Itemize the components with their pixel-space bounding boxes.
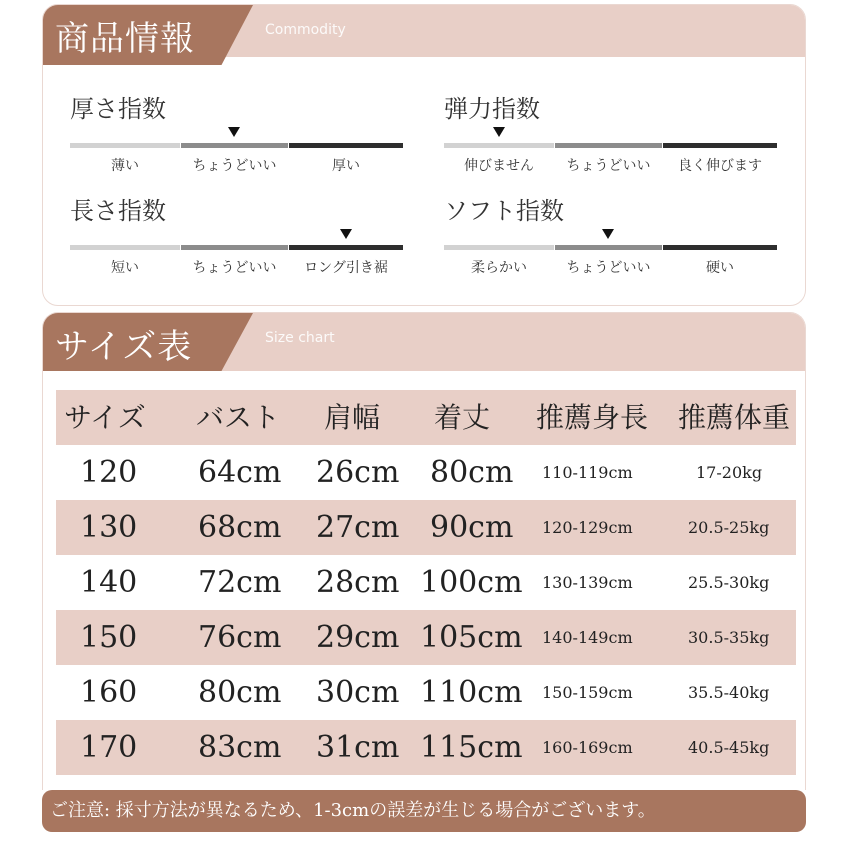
shoulder-cell: 29cm [316, 620, 400, 655]
weight-cell: 40.5-45kg [688, 738, 770, 757]
scale-marker [228, 127, 240, 137]
shoulder-cell: 30cm [316, 675, 400, 710]
size-cell: 170 [80, 730, 138, 765]
table-header-row [56, 390, 796, 445]
length-cell: 80cm [430, 455, 514, 490]
thickness-index [70, 89, 403, 184]
scale-segment [555, 143, 662, 148]
index-title: 長さ指数 [70, 197, 166, 225]
scale-label: 硬い [706, 260, 734, 276]
softness-index [444, 191, 777, 286]
weight-cell: 17-20kg [696, 463, 763, 482]
table-row [56, 720, 796, 775]
scale-segment [181, 143, 288, 148]
table-row [56, 445, 796, 500]
size-cell: 120 [80, 455, 138, 490]
scale-segment [289, 245, 403, 250]
scale-segment [444, 143, 554, 148]
column-header: 着丈 [434, 401, 491, 434]
scale-label: 短い [111, 260, 139, 276]
weight-cell: 20.5-25kg [688, 518, 770, 537]
size-cell: 130 [80, 510, 138, 545]
height-cell: 110-119cm [542, 463, 633, 482]
bust-cell: 80cm [198, 675, 282, 710]
height-cell: 140-149cm [542, 628, 633, 647]
bust-cell: 68cm [198, 510, 282, 545]
size-chart-title: サイズ表 [55, 327, 193, 367]
length-cell: 90cm [430, 510, 514, 545]
table-row [56, 665, 796, 720]
scale-label: 伸びません [464, 158, 534, 174]
shoulder-cell: 27cm [316, 510, 400, 545]
scale-marker [602, 229, 614, 239]
index-title: ソフト指数 [444, 197, 564, 225]
column-header: 推薦身長 [536, 401, 649, 434]
product-info-card [42, 4, 806, 306]
height-cell: 160-169cm [542, 738, 633, 757]
height-cell: 130-139cm [542, 573, 633, 592]
scale-label: ちょうどいい [192, 260, 277, 276]
table-row [56, 555, 796, 610]
product-info-subtitle: Commodity [265, 22, 346, 38]
length-cell: 110cm [420, 675, 523, 710]
elasticity-index [444, 89, 777, 184]
size-table [56, 390, 796, 775]
column-header: バスト [196, 401, 281, 434]
scale-label: 厚い [332, 158, 360, 174]
length-index [70, 191, 403, 286]
scale-segment [70, 143, 180, 148]
column-header: 推薦体重 [678, 401, 791, 434]
scale-label: ロング引き裾 [304, 260, 388, 276]
shoulder-cell: 31cm [316, 730, 400, 765]
index-title: 弾力指数 [444, 95, 540, 123]
scale-segment [663, 143, 777, 148]
scale-label: 柔らかい [471, 260, 527, 276]
measurement-notice: ご注意: 採寸方法が異なるため、1-3cmの誤差が生じる場合がございます。 [42, 790, 806, 832]
scale-marker [493, 127, 505, 137]
weight-cell: 35.5-40kg [688, 683, 770, 702]
size-cell: 160 [80, 675, 138, 710]
size-chart-subtitle: Size chart [265, 330, 335, 346]
scale-marker [340, 229, 352, 239]
column-header: サイズ [64, 401, 146, 434]
size-cell: 140 [80, 565, 138, 600]
scale-label: 薄い [111, 158, 139, 174]
scale-segment [444, 245, 554, 250]
length-cell: 100cm [420, 565, 523, 600]
scale-segment [181, 245, 288, 250]
bust-cell: 64cm [198, 455, 282, 490]
length-cell: 105cm [420, 620, 523, 655]
bust-cell: 76cm [198, 620, 282, 655]
bust-cell: 72cm [198, 565, 282, 600]
scale-segment [663, 245, 777, 250]
scale-label: ちょうどいい [192, 158, 277, 174]
scale-label: 良く伸びます [678, 158, 762, 174]
scale-label: ちょうどいい [566, 158, 651, 174]
shoulder-cell: 26cm [316, 455, 400, 490]
scale-segment [555, 245, 662, 250]
bust-cell: 83cm [198, 730, 282, 765]
height-cell: 120-129cm [542, 518, 633, 537]
shoulder-cell: 28cm [316, 565, 400, 600]
height-cell: 150-159cm [542, 683, 633, 702]
scale-segment [70, 245, 180, 250]
product-info-title: 商品情報 [55, 19, 195, 59]
size-cell: 150 [80, 620, 138, 655]
weight-cell: 25.5-30kg [688, 573, 770, 592]
column-header: 肩幅 [324, 401, 381, 434]
scale-label: ちょうどいい [566, 260, 651, 276]
table-row [56, 500, 796, 555]
index-title: 厚さ指数 [70, 95, 166, 123]
table-row [56, 610, 796, 665]
scale-segment [289, 143, 403, 148]
weight-cell: 30.5-35kg [688, 628, 770, 647]
length-cell: 115cm [420, 730, 523, 765]
